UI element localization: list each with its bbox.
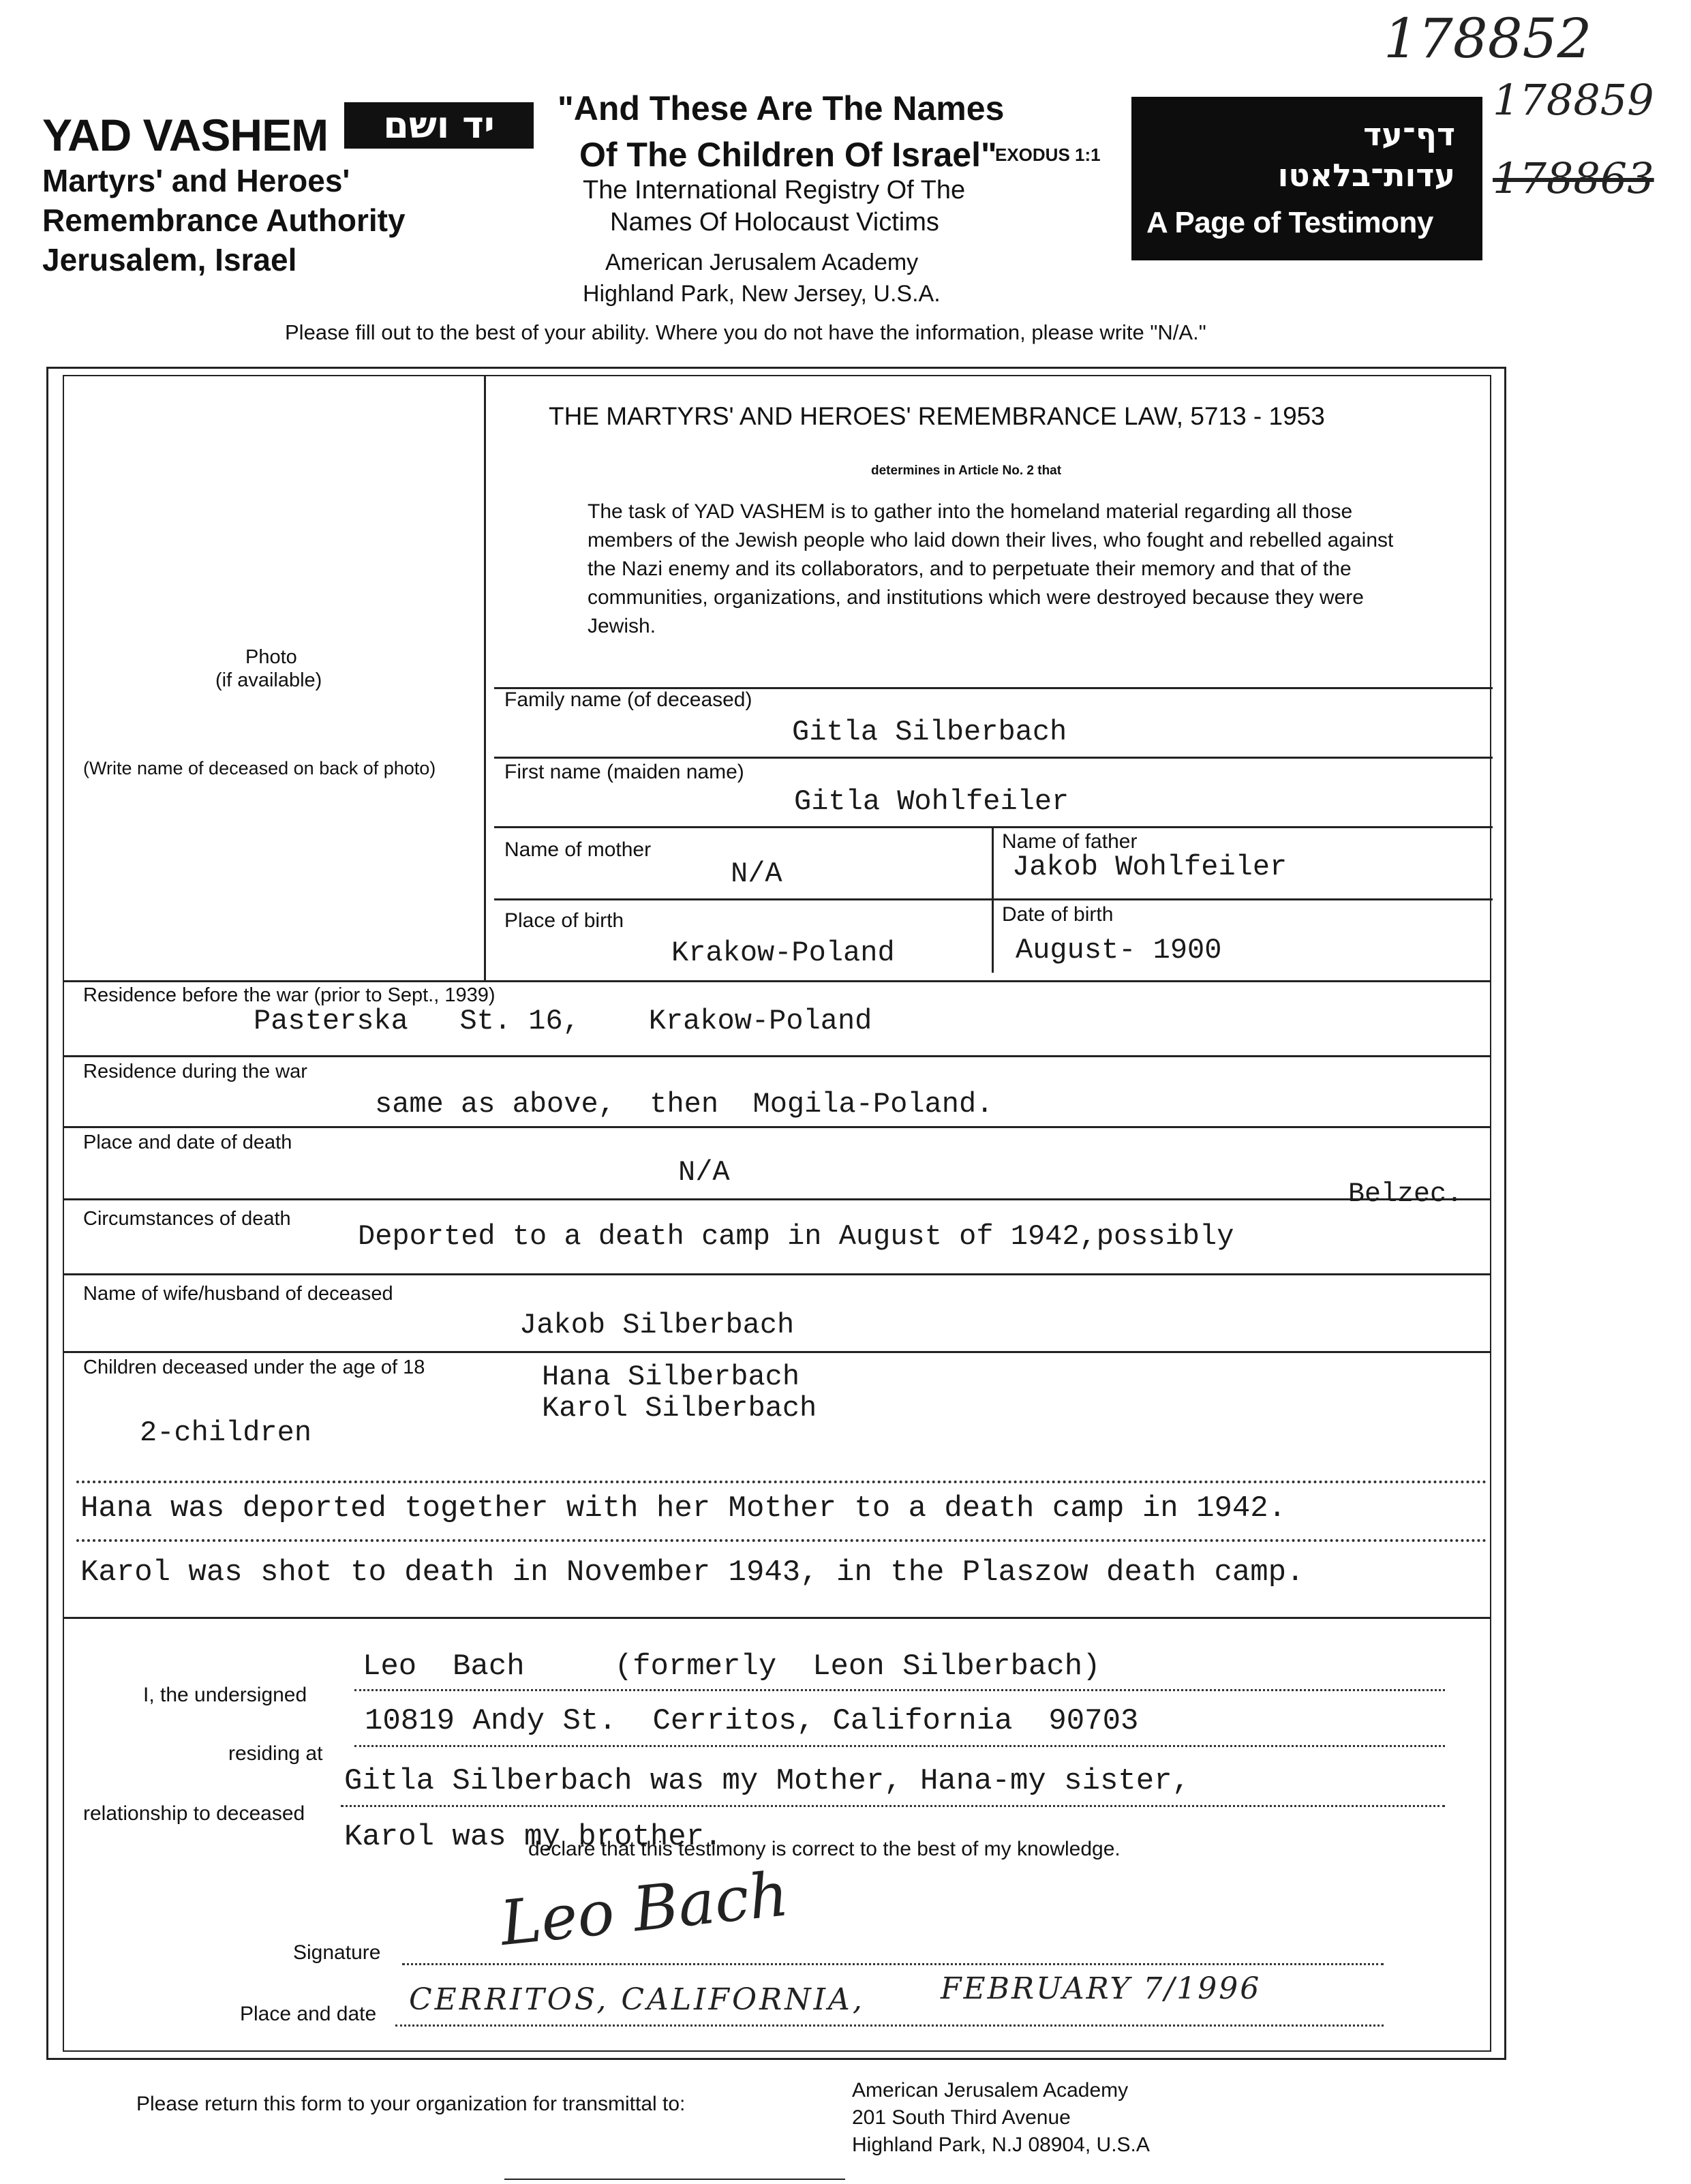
footer-address-2: 201 South Third Avenue xyxy=(852,2106,1071,2129)
rule-undersigned xyxy=(354,1689,1445,1691)
rule-spouse xyxy=(63,1273,1491,1275)
death-place-value: N/A xyxy=(678,1156,730,1189)
quote-line2: Of The Children Of Israel" xyxy=(579,136,997,174)
badge-hebrew-line1: דף־עד xyxy=(1363,116,1455,153)
badge-hebrew-line2: עדות־בלאטו xyxy=(1277,157,1455,194)
residence-during-value: same as above, then Mogila-Poland. xyxy=(375,1088,994,1121)
law-title: THE MARTYRS' AND HEROES' REMEMBRANCE LAW, 5713 - 1953 xyxy=(549,402,1325,430)
circumstances-label: Circumstances of death xyxy=(83,1208,291,1230)
residing-label: residing at xyxy=(228,1742,323,1765)
father-value: Jakob Wohlfeiler xyxy=(1012,851,1288,883)
rule-note2 xyxy=(76,1539,1487,1542)
law-subtitle: determines in Article No. 2 that xyxy=(871,464,1062,478)
circumstances-value: Deported to a death camp in August of 1942,possibly xyxy=(358,1220,1234,1253)
relationship-label: relationship to deceased xyxy=(83,1802,305,1825)
org-line2: Remembrance Authority xyxy=(42,202,406,238)
rule-place-date xyxy=(395,2024,1384,2027)
first-name-value: Gitla Wohlfeiler xyxy=(794,785,1069,818)
spouse-value: Jakob Silberbach xyxy=(519,1309,795,1341)
father-label: Name of father xyxy=(1002,830,1138,853)
spouse-label: Name of wife/husband of deceased xyxy=(83,1283,393,1305)
child1-value: Hana Silberbach xyxy=(542,1361,800,1393)
law-body: The task of YAD VASHEM is to gather into the homeland material regarding all those members of the Jewish people who laid down their lives, who fought and rebelled against the Nazi enemy and its collaborators, and to perpetuate their memory and that of the communities, organizations, and institutions which were destroyed because they were Jewish. xyxy=(588,500,1394,637)
birthplace-value: Krakow-Poland xyxy=(671,937,895,969)
rule-address xyxy=(354,1745,1445,1747)
birthplace-label: Place of birth xyxy=(504,909,624,932)
declare-text: declare that this testimony is correct to the best of my knowledge. xyxy=(528,1838,1121,1860)
date-value: FEBRUARY 7/1996 xyxy=(941,1971,1262,2006)
registry-line1: The International Registry Of The xyxy=(583,176,966,204)
death-place-label: Place and date of death xyxy=(83,1132,292,1153)
photo-note: (Write name of deceased on back of photo) xyxy=(83,758,436,778)
residence-before-label: Residence before the war (prior to Sept., 1939) xyxy=(83,984,496,1006)
rule-note1 xyxy=(76,1481,1487,1483)
rule-declaration xyxy=(63,1617,1491,1619)
children-count-value: 2-children xyxy=(140,1416,312,1449)
org-hebrew-text: יד ושם xyxy=(383,104,495,147)
address-value: 10819 Andy St. Cerritos, California 90703 xyxy=(365,1704,1139,1738)
photo-label: Photo xyxy=(245,646,297,668)
family-name-value: Gitla Silberbach xyxy=(792,716,1067,748)
birthdate-label: Date of birth xyxy=(1002,903,1114,926)
archive-number-2: 178859 xyxy=(1493,75,1654,125)
rule-circumstances xyxy=(63,1198,1491,1200)
rule-residence-during xyxy=(63,1055,1491,1057)
birthdate-value: August- 1900 xyxy=(1016,934,1222,967)
badge-title: A Page of Testimony xyxy=(1146,206,1433,239)
footer-address-3: Highland Park, N.J 08904, U.S.A xyxy=(852,2134,1150,2156)
signature: Leo Bach xyxy=(497,1858,792,1960)
mother-value: N/A xyxy=(731,858,782,890)
note2-value: Karol was shot to death in November 1943, in the Plaszow death camp. xyxy=(80,1556,1305,1590)
residence-before-value: Pasterska St. 16, Krakow-Poland xyxy=(254,1005,872,1037)
org-name: YAD VASHEM xyxy=(42,110,329,160)
academy-line1: American Jerusalem Academy xyxy=(605,249,919,275)
photo-if-available: (if available) xyxy=(215,669,322,691)
org-line3: Jerusalem, Israel xyxy=(42,242,297,277)
signature-label: Signature xyxy=(293,1941,381,1964)
quote-ref: EXODUS 1:1 xyxy=(995,145,1101,165)
relationship1-value: Gitla Silberbach was my Mother, Hana-my sister, xyxy=(344,1764,1191,1798)
footer-rule xyxy=(504,2179,845,2180)
org-line1: Martyrs' and Heroes' xyxy=(42,163,350,198)
quote-line1: "And These Are The Names xyxy=(558,89,1005,127)
place-date-label: Place and date xyxy=(240,2003,377,2025)
photo-divider xyxy=(484,375,486,982)
rule-signature xyxy=(402,1963,1384,1965)
place-value: CERRITOS, CALIFORNIA, xyxy=(409,1982,865,2017)
first-name-label: First name (maiden name) xyxy=(504,761,744,783)
rule-birth xyxy=(494,898,1493,900)
testimony-badge xyxy=(1131,97,1482,260)
mother-label: Name of mother xyxy=(504,838,652,861)
archive-number-1: 178852 xyxy=(1384,7,1592,70)
residence-during-label: Residence during the war xyxy=(83,1061,307,1082)
child2-value: Karol Silberbach xyxy=(542,1392,817,1425)
return-text: Please return this form to your organization for transmittal to: xyxy=(136,2093,686,2115)
undersigned-label: I, the undersigned xyxy=(143,1684,307,1706)
circumstances-extra-value: Belzec. xyxy=(1348,1179,1463,1210)
academy-line2: Highland Park, New Jersey, U.S.A. xyxy=(583,281,941,307)
rule-death-place xyxy=(63,1126,1491,1128)
relationship2-value: Karol was my brother. xyxy=(344,1820,722,1854)
undersigned-value: Leo Bach (formerly Leon Silberbach) xyxy=(363,1650,1101,1684)
registry-line2: Names Of Holocaust Victims xyxy=(610,208,939,237)
org-hebrew-logo xyxy=(344,102,534,149)
footer-address-1: American Jerusalem Academy xyxy=(852,2079,1129,2102)
archive-number-3: 178863 xyxy=(1493,153,1654,203)
family-name-label: Family name (of deceased) xyxy=(504,688,752,711)
rule-first xyxy=(494,757,1493,759)
note1-value: Hana was deported together with her Mother to a death camp in 1942. xyxy=(80,1491,1287,1526)
rule-residence-before xyxy=(63,980,1491,982)
children-label: Children deceased under the age of 18 xyxy=(83,1356,425,1378)
rule-relationship xyxy=(341,1805,1445,1807)
rule-children xyxy=(63,1351,1491,1353)
fill-instruction: Please fill out to the best of your ability. Where you do not have the information, please write "N/A." xyxy=(285,320,1206,344)
